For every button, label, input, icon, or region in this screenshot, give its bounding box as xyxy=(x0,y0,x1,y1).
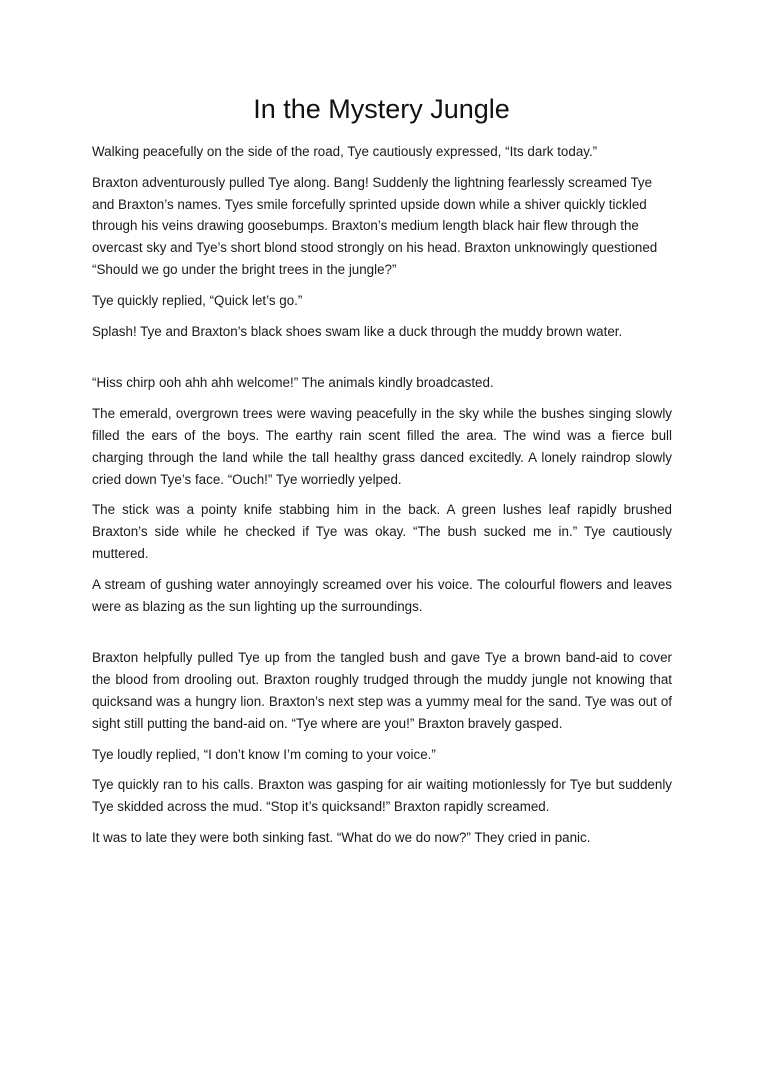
paragraph-10: Tye loudly replied, “I don’t know I’m coming to your voice.” xyxy=(92,746,436,762)
paragraph-3: Tye quickly replied, “Quick let’s go.” xyxy=(92,292,303,308)
paragraph-9: Braxton helpfully pulled Tye up from the tangled bush and gave Tye a brown band-aid to cover the blood from drooling out. Braxton roughly trudged through the muddy jungle not knowing that quicksand was a hungry lion. Braxton’s next step was a yummy meal for the sand. Tye was out of sight still putting the band-aid on. “Tye where are you!” Braxton bravely gasped. xyxy=(92,650,672,731)
paragraph-8: A stream of gushing water annoyingly screamed over his voice. The colourful flowers and leaves were as blazing as the sun lighting up the surroundings. xyxy=(92,576,672,614)
paragraph-7: The stick was a pointy knife stabbing him in the back. A green lushes leaf rapidly brushed Braxton’s side while he checked if Tye was okay. “The bush sucked me in.” Tye cautiously muttered. xyxy=(92,502,672,561)
document-title: In the Mystery Jungle xyxy=(253,94,510,124)
paragraph-1: Walking peacefully on the side of the road, Tye cautiously expressed, “Its dark today.” xyxy=(92,144,598,159)
paragraph-4: Splash! Tye and Braxton’s black shoes swam like a duck through the muddy brown water. xyxy=(92,323,623,339)
paragraph-5: “Hiss chirp ooh ahh ahh welcome!” The animals kindly broadcasted. xyxy=(92,375,494,391)
paragraph-2: Braxton adventurously pulled Tye along. Bang! Suddenly the lightning fearlessly screamed Tye and Braxton’s names. Tyes smile forcefully sprinted upside down while a shiver quickly tickled through his veins drawing goosebumps. Braxton’s medium length black hair flew through the overcast sky and Tye’s short blond stood strongly on his head. Braxton unknowingly questioned “Should we go under the bright trees in the jungle?” xyxy=(92,174,658,277)
paragraph-11: Tye quickly ran to his calls. Braxton was gasping for air waiting motionlessly for Tye but suddenly Tye skidded across the mud. “Stop it’s quicksand!” Braxton rapidly screamed. xyxy=(92,777,672,815)
paragraph-12: It was to late they were both sinking fast. “What do we do now?” They cried in panic. xyxy=(92,829,591,845)
story-body xyxy=(92,141,672,858)
paragraph-6: The emerald, overgrown trees were waving peacefully in the sky while the bushes singing slowly filled the ears of the boys. The earthy rain scent filled the area. The wind was a fierce bull charging through the land while the tall healthy grass danced excitedly. A lonely raindrop slowly cried down Tye’s face. “Ouch!” Tye worriedly yelped. xyxy=(92,406,672,487)
section-gap xyxy=(92,626,672,647)
section-gap xyxy=(92,351,672,372)
